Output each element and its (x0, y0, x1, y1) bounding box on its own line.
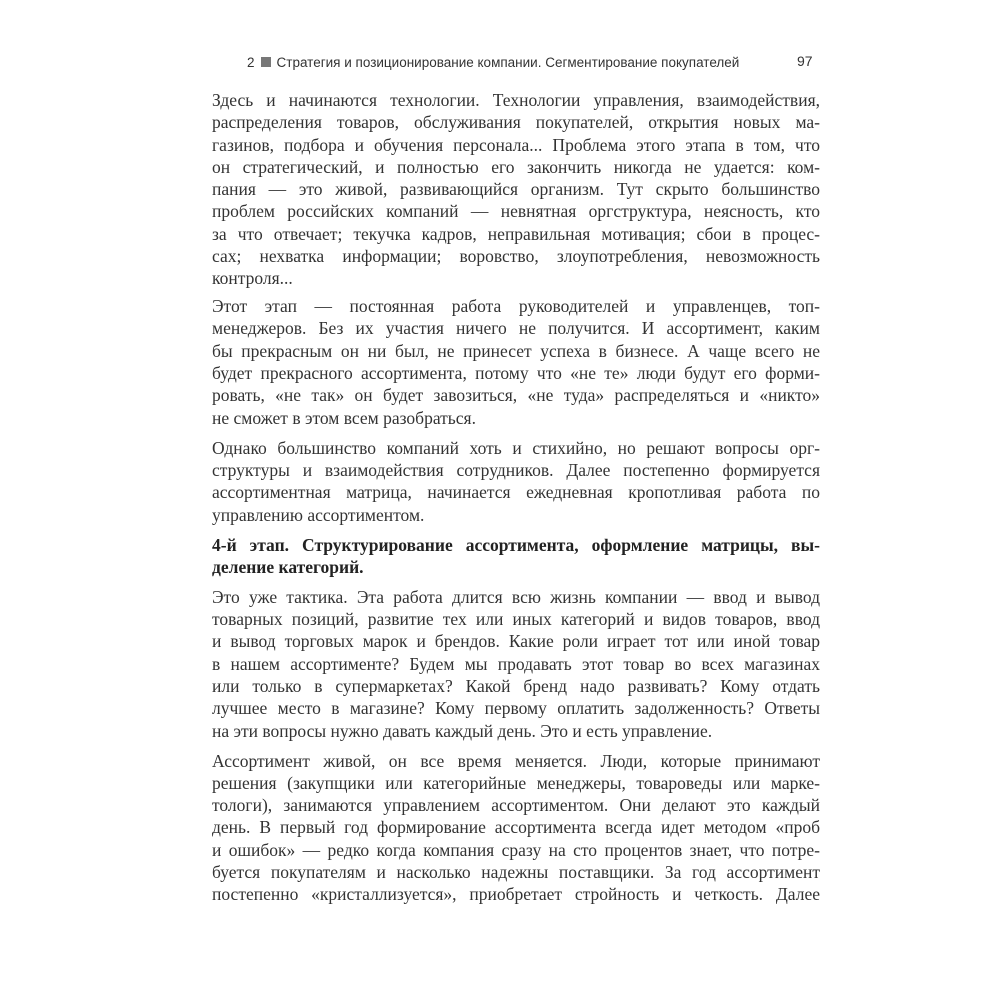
text-line: будет прекрасного ассортимента, потому что «не те» люди будут его форми- (212, 363, 820, 384)
page-number: 97 (797, 53, 813, 69)
text-line: распределения товаров, обслуживания покупателей, открытия новых ма- (212, 112, 820, 133)
chapter-number: 2 (247, 55, 255, 70)
square-bullet-icon (261, 57, 271, 67)
text-line: проблем российских компаний — невнятная оргструктура, неясность, кто (212, 201, 820, 222)
paragraph (212, 295, 820, 429)
text-line: управлению ассортиментом. (212, 504, 425, 525)
text-line: он стратегический, и полностью его закончить никогда не удается: ком- (212, 156, 820, 177)
paragraph (212, 89, 820, 290)
text-line: ассортиментная матрица, начинается ежедневная кропотливая работа по (212, 482, 820, 503)
running-title: Стратегия и позиционирование компании. Сегментирование покупателей (276, 55, 740, 70)
text-line: в нашем ассортименте? Будем мы продавать этот товар во всех магазинах (212, 653, 820, 674)
text-line: тологи), занимаются управлением ассортиментом. Они делают это каждый (212, 795, 820, 816)
text-line: и вывод торговых марок и брендов. Какие роли играет тот или иной товар (212, 631, 820, 652)
text-line: структуры и взаимодействия сотрудников. Далее постепенно формируется (212, 459, 820, 480)
text-line: Однако большинство компаний хоть и стихийно, но решают вопросы орг- (212, 437, 820, 458)
text-line: 4-й этап. Структурирование ассортимента, оформление матрицы, вы- (212, 534, 820, 555)
body-text (212, 89, 820, 913)
text-line: буется покупателям и насколько надежны поставщики. За год ассортимент (212, 862, 820, 883)
section-heading (212, 534, 820, 579)
text-line: сах; нехватка информации; воровство, злоупотребления, невозможность (212, 246, 820, 267)
text-line: Этот этап — постоянная работа руководителей и управленцев, топ- (212, 296, 820, 317)
text-line: деление категорий. (212, 556, 364, 577)
text-line: на эти вопросы нужно давать каждый день. Это и есть управление. (212, 720, 713, 741)
text-line: газинов, подбора и обучения персонала... Проблема этого этапа в том, что (212, 134, 820, 155)
text-line: товарных позиций, развитие тех или иных категорий и видов товаров, ввод (212, 609, 820, 630)
text-line: менеджеров. Без их участия ничего не получится. И ассортимент, каким (212, 318, 820, 339)
text-line: день. В первый год формирование ассортимента всегда идет методом «проб (212, 817, 820, 838)
text-line: Здесь и начинаются технологии. Технологии управления, взаимодействия, (212, 90, 820, 110)
text-line: постепенно «кристаллизуется», приобретает стройность и четкость. Далее (212, 884, 820, 905)
text-line: и ошибок» — редко когда компания сразу на сто процентов знает, что потре- (212, 839, 820, 860)
paragraph (212, 750, 820, 906)
text-line: ровать, «не так» он будет завозиться, «не туда» распределяться и «никто» (212, 385, 820, 406)
running-header (247, 55, 739, 70)
text-line: решения (закупщики или категорийные менеджеры, товароведы или марке- (212, 772, 820, 793)
text-line: или только в супермаркетах? Какой бренд надо развивать? Кому отдать (212, 675, 820, 696)
text-line: лучшее место в магазине? Кому первому оплатить задолженность? Ответы (212, 698, 820, 719)
paragraph (212, 437, 820, 526)
text-line: пания — это живой, развивающийся организм. Тут скрыто большинство (212, 179, 820, 200)
paragraph (212, 586, 820, 742)
text-line: не сможет в этом всем разобраться. (212, 407, 476, 428)
text-line: за что отвечает; текучка кадров, неправильная мотивация; сбои в процес- (212, 223, 820, 244)
text-line: контроля... (212, 268, 293, 289)
text-line: Это уже тактика. Эта работа длится всю жизнь компании — ввод и вывод (212, 586, 820, 607)
text-line: бы прекрасным он ни был, не принесет успеха в бизнесе. А чаще всего не (212, 340, 820, 361)
text-line: Ассортимент живой, он все время меняется. Люди, которые принимают (212, 750, 820, 771)
